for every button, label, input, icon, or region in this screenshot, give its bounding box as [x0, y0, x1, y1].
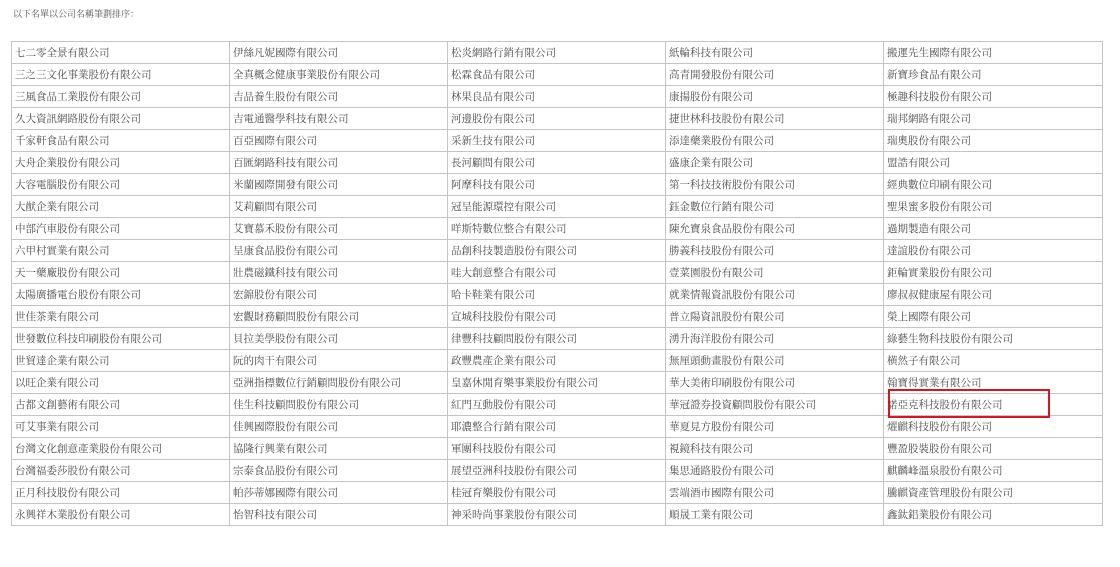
company-cell: 大猷企業有限公司: [12, 196, 230, 218]
company-cell: 湧升海洋股份有限公司: [666, 328, 884, 350]
company-cell: 世貿達企業有限公司: [12, 350, 230, 372]
company-cell: 極趣科技股份有限公司: [884, 86, 1103, 108]
table-row: [12, 86, 1103, 108]
company-cell: 永興祥木業股份有限公司: [12, 504, 230, 526]
company-cell: 經典數位印刷有限公司: [884, 174, 1103, 196]
highlight-box: [888, 389, 1050, 418]
company-cell: 燿麒科技股份有限公司: [884, 416, 1103, 438]
company-cell: 百匯網路科技有限公司: [230, 152, 448, 174]
company-cell: 普立陽資訊股份有限公司: [666, 306, 884, 328]
company-cell: 鉅輪實業股份有限公司: [884, 262, 1103, 284]
company-cell: 展望亞洲科技股份有限公司: [448, 460, 666, 482]
company-cell: 軍團科技股份有限公司: [448, 438, 666, 460]
table-row: [12, 416, 1103, 438]
company-cell: 宣城科技股份有限公司: [448, 306, 666, 328]
company-cell: 河邊股份有限公司: [448, 108, 666, 130]
company-cell: 華冠證券投資顧問股份有限公司: [666, 394, 884, 416]
company-cell: 捷世林科技股份有限公司: [666, 108, 884, 130]
company-cell: 台灣福委莎股份有限公司: [12, 460, 230, 482]
table-row: [12, 240, 1103, 262]
company-cell: 横然子有限公司: [884, 350, 1103, 372]
company-cell: 廖叔叔健康屋有限公司: [884, 284, 1103, 306]
table-row: [12, 218, 1103, 240]
company-cell: 世發數位科技印刷股份有限公司: [12, 328, 230, 350]
company-cell: 中部汽車股份有限公司: [12, 218, 230, 240]
table-row: [12, 42, 1103, 64]
company-cell: 全真概念健康事業股份有限公司: [230, 64, 448, 86]
company-cell: 紙輪科技有限公司: [666, 42, 884, 64]
company-cell: 三風食品工業股份有限公司: [12, 86, 230, 108]
company-cell: 久大資訊網路股份有限公司: [12, 108, 230, 130]
company-cell: 勝義科技股份有限公司: [666, 240, 884, 262]
company-cell: 宏錦股份有限公司: [230, 284, 448, 306]
company-cell: 瑞奧股份有限公司: [884, 130, 1103, 152]
company-cell: 松霖食品有限公司: [448, 64, 666, 86]
company-cell: 松炎網路行銷有限公司: [448, 42, 666, 64]
company-cell: 亞洲指標數位行銷顧問股份有限公司: [230, 372, 448, 394]
company-cell: 古都文創藝術有限公司: [12, 394, 230, 416]
company-cell: 吉品養生股份有限公司: [230, 86, 448, 108]
company-cell: 宗泰食品股份有限公司: [230, 460, 448, 482]
table-row: [12, 372, 1103, 394]
company-cell: 順晟工業有限公司: [666, 504, 884, 526]
company-cell: 大容電腦股份有限公司: [12, 174, 230, 196]
company-cell: 大舟企業股份有限公司: [12, 152, 230, 174]
company-cell: 桂冠育樂股份有限公司: [448, 482, 666, 504]
company-cell: 皇嘉休閒育樂事業股份有限公司: [448, 372, 666, 394]
company-cell: 百亞國際有限公司: [230, 130, 448, 152]
table-row: [12, 130, 1103, 152]
company-cell: 采新生技有限公司: [448, 130, 666, 152]
table-row: [12, 504, 1103, 526]
company-cell: 六甲村實業有限公司: [12, 240, 230, 262]
table-row: [12, 394, 1103, 416]
company-cell: 政豐農產企業有限公司: [448, 350, 666, 372]
table-row: [12, 108, 1103, 130]
company-cell: 千家軒食品有限公司: [12, 130, 230, 152]
company-cell: 無厘頭動畫股份有限公司: [666, 350, 884, 372]
company-cell: 康揚股份有限公司: [666, 86, 884, 108]
company-cell: 盛康企業有限公司: [666, 152, 884, 174]
company-cell: 協隆行興業有限公司: [230, 438, 448, 460]
company-cell: 吉電通醫學科技有限公司: [230, 108, 448, 130]
table-row: [12, 64, 1103, 86]
company-cell: 哇大創意整合有限公司: [448, 262, 666, 284]
company-cell: 正月科技股份有限公司: [12, 482, 230, 504]
table-row: [12, 482, 1103, 504]
table-row: [12, 350, 1103, 372]
company-cell: 艾莉顧問有限公司: [230, 196, 448, 218]
company-cell: 佳興國際股份有限公司: [230, 416, 448, 438]
company-cell: 天一藥廠股份有限公司: [12, 262, 230, 284]
company-cell: 鑫鈦鋁業股份有限公司: [884, 504, 1103, 526]
company-cell: 伊絲凡妮國際有限公司: [230, 42, 448, 64]
company-cell: 視鏡科技有限公司: [666, 438, 884, 460]
table-row: [12, 152, 1103, 174]
company-cell: 翰寶得實業有限公司: [884, 372, 1103, 394]
company-cell: 麒麟峰溫泉股份有限公司: [884, 460, 1103, 482]
company-cell: 達誼股份有限公司: [884, 240, 1103, 262]
company-cell: 搬運先生國際有限公司: [884, 42, 1103, 64]
company-cell: 怡智科技有限公司: [230, 504, 448, 526]
company-cell: 集思通路股份有限公司: [666, 460, 884, 482]
company-cell: 耶濃整合行銷有限公司: [448, 416, 666, 438]
company-cell: 騰麒資產管理股份有限公司: [884, 482, 1103, 504]
company-cell: 雲端酒市國際有限公司: [666, 482, 884, 504]
company-cell: 貝拉美學股份有限公司: [230, 328, 448, 350]
company-cell: 帕莎蒂娜國際有限公司: [230, 482, 448, 504]
company-cell: 新寶珍食品有限公司: [884, 64, 1103, 86]
company-cell: 台灣文化創意產業股份有限公司: [12, 438, 230, 460]
table-row: [12, 196, 1103, 218]
company-cell: 過期製造有限公司: [884, 218, 1103, 240]
company-cell: 聖果蜜多股份有限公司: [884, 196, 1103, 218]
company-cell: 佳生科技顧問股份有限公司: [230, 394, 448, 416]
table-row: [12, 262, 1103, 284]
company-cell: 米蘭國際開發有限公司: [230, 174, 448, 196]
company-cell: 三之三文化事業股份有限公司: [12, 64, 230, 86]
company-cell: 世佳茶業有限公司: [12, 306, 230, 328]
company-table: [11, 41, 1103, 526]
company-cell: 冠呈能源環控有限公司: [448, 196, 666, 218]
company-cell: 七二零全景有限公司: [12, 42, 230, 64]
company-cell-highlighted: 諾亞克科技股份有限公司: [884, 394, 1103, 416]
company-cell: 咩斯特數位整合有限公司: [448, 218, 666, 240]
company-cell: 太陽廣播電台股份有限公司: [12, 284, 230, 306]
table-row: [12, 306, 1103, 328]
company-cell: 華夏見方股份有限公司: [666, 416, 884, 438]
company-cell: 鈺金數位行銷有限公司: [666, 196, 884, 218]
company-cell: 就業情報資訊股份有限公司: [666, 284, 884, 306]
company-cell: 阮的肉干有限公司: [230, 350, 448, 372]
company-cell: 阿摩科技有限公司: [448, 174, 666, 196]
company-table-body: [12, 42, 1103, 526]
company-cell: 林果良品有限公司: [448, 86, 666, 108]
company-cell: 宏觀財務顧問股份有限公司: [230, 306, 448, 328]
company-cell: 神采時尚事業股份有限公司: [448, 504, 666, 526]
company-cell: 瑞邦網路有限公司: [884, 108, 1103, 130]
table-row: [12, 460, 1103, 482]
company-cell: 紅門互動股份有限公司: [448, 394, 666, 416]
table-row: [12, 328, 1103, 350]
company-cell: 壯農磁鐵科技有限公司: [230, 262, 448, 284]
company-cell: 律豐科技顧問股份有限公司: [448, 328, 666, 350]
company-cell: 以旺企業有限公司: [12, 372, 230, 394]
table-row: [12, 284, 1103, 306]
company-cell: 豐盈股裝股份有限公司: [884, 438, 1103, 460]
company-cell: 第一科技技術股份有限公司: [666, 174, 884, 196]
company-cell: 綠藝生物科技股份有限公司: [884, 328, 1103, 350]
company-cell: 呈康食品股份有限公司: [230, 240, 448, 262]
company-cell: 壹菜園股份有限公司: [666, 262, 884, 284]
company-cell: 艾寶慕禾股份有限公司: [230, 218, 448, 240]
company-cell: 可艾事業有限公司: [12, 416, 230, 438]
company-cell: 陳允寶泉食品股份有限公司: [666, 218, 884, 240]
company-cell: 品創科技製造股份有限公司: [448, 240, 666, 262]
company-cell: 華大美術印刷股份有限公司: [666, 372, 884, 394]
intro-text: 以下名單以公司名稱筆劃排序：: [13, 10, 140, 20]
company-cell: 盟誥有限公司: [884, 152, 1103, 174]
company-cell: 高青開發股份有限公司: [666, 64, 884, 86]
company-cell: 榮上國際有限公司: [884, 306, 1103, 328]
company-cell: 長河顧問有限公司: [448, 152, 666, 174]
company-cell: 添達藥業股份有限公司: [666, 130, 884, 152]
company-cell: 哈卡鞋業有限公司: [448, 284, 666, 306]
table-row: [12, 174, 1103, 196]
table-row: [12, 438, 1103, 460]
